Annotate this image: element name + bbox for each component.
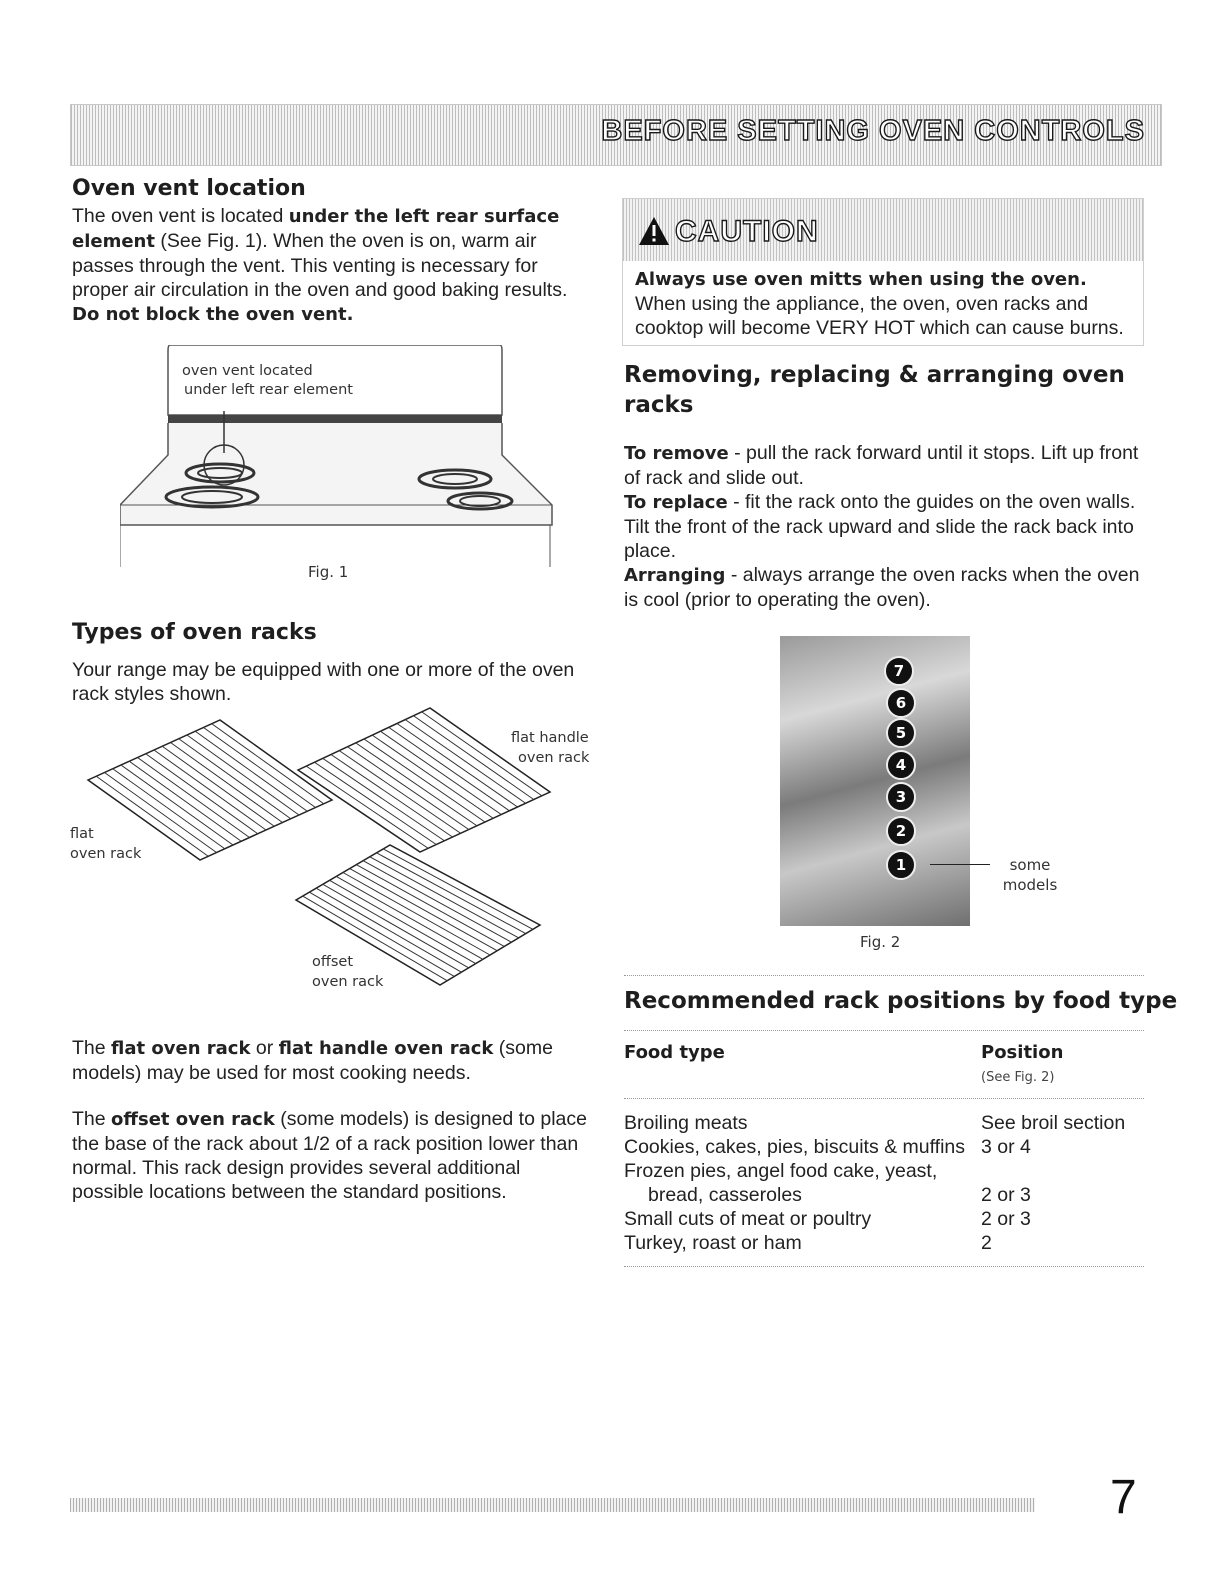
offset-text-bold: offset oven rack — [111, 1109, 275, 1130]
position-cell: See broil section — [981, 1112, 1126, 1134]
table-row — [624, 1232, 802, 1255]
table-row — [648, 1184, 802, 1207]
rack-position-7: 7 — [884, 656, 914, 686]
position-cell: 2 or 3 — [981, 1184, 1031, 1206]
caution-title: CAUTION — [675, 215, 819, 248]
footer-bar — [70, 1498, 1035, 1512]
replace-label: To replace — [624, 492, 728, 513]
removing-heading: Removing, replacing & arranging oven racks — [624, 362, 1125, 418]
vent-text-rest: (See Fig. 1). When the oven is on, warm air passes through the vent. This venting is necessary for proper air circulation in the oven and good baking results. — [72, 230, 568, 301]
flat-text-bold1: flat oven rack — [111, 1038, 251, 1059]
food-cell: bread, casseroles — [648, 1184, 802, 1206]
rack-position-3: 3 — [886, 782, 916, 812]
remove-text: - pull the rack forward until it stops. Lift up front of rack and slide out. — [624, 442, 1139, 489]
types-intro: Your range may be equipped with one or more of the oven rack styles shown. — [72, 659, 575, 705]
offset-text-pre: The — [72, 1108, 112, 1130]
fig2-caption: Fig. 2 — [860, 933, 901, 951]
replace-text: - fit the rack onto the guides on the oven walls. Tilt the front of the rack upward and slide the rack back into place. — [624, 491, 1136, 562]
rack-position-6: 6 — [886, 688, 916, 718]
caution-box — [622, 198, 1144, 346]
arrange-text: - always arrange the oven racks when the oven is cool (prior to operating the oven). — [624, 564, 1140, 611]
label-handle-2: oven rack — [518, 750, 590, 766]
food-cell: Turkey, roast or ham — [624, 1232, 802, 1254]
some-models-label: some models — [1002, 856, 1058, 894]
page-number: 7 — [1110, 1471, 1137, 1524]
rack-position-5: 5 — [886, 718, 916, 748]
table-row — [624, 1136, 965, 1159]
warning-triangle-icon — [637, 215, 671, 247]
flat-text-pre: The — [72, 1037, 112, 1059]
removing-instructions — [624, 441, 1149, 612]
label-flat-1: flat — [70, 826, 94, 842]
rack-position-4: 4 — [886, 750, 916, 780]
offset-text-post: (some models) is designed to place the base of the rack about 1/2 of a rack position lower than normal. This rack design provides several additional possible locations between the standard positions. — [72, 1108, 587, 1203]
table-divider — [624, 1098, 1144, 1099]
flat-text-bold2: flat handle oven rack — [278, 1038, 494, 1059]
food-cell: Small cuts of meat or poultry — [624, 1208, 872, 1230]
position-cell: 2 — [981, 1232, 992, 1254]
flat-text-post: (some models) may be used for most cooking needs. — [72, 1037, 553, 1084]
some-models-leader — [930, 864, 990, 865]
arrange-label: Arranging — [624, 565, 726, 586]
figure-2-rack-positions-photo — [780, 636, 970, 926]
vent-text: The oven vent is located — [72, 205, 289, 227]
vent-warning: Do not block the oven vent. — [72, 304, 354, 325]
vent-text-bold: under the left rear surface element — [72, 206, 560, 252]
label-offset-2: oven rack — [312, 974, 384, 990]
range-drawing — [120, 345, 560, 575]
caution-text-bold: Always use oven mitts when using the oven. — [635, 269, 1087, 290]
food-cell: Broiling meats — [624, 1112, 748, 1134]
types-heading: Types of oven racks — [72, 620, 317, 645]
offset-rack-paragraph — [72, 1107, 597, 1204]
table-divider — [624, 1266, 1144, 1267]
col-food-type: Food type — [624, 1042, 725, 1063]
food-cell: Cookies, cakes, pies, biscuits & muffins — [624, 1136, 966, 1158]
table-row — [624, 1160, 937, 1183]
rack-position-2: 2 — [886, 816, 916, 846]
table-row — [624, 1112, 748, 1135]
fig1-callout-line2: under left rear element — [184, 382, 353, 398]
col-position: Position — [981, 1042, 1064, 1063]
food-cell: Frozen pies, angel food cake, yeast, — [624, 1160, 938, 1182]
position-cell: 2 or 3 — [981, 1208, 1031, 1230]
oven-racks-illustration — [70, 700, 600, 1010]
divider — [624, 975, 1144, 976]
vent-heading: Oven vent location — [72, 176, 306, 201]
caution-text — [635, 267, 1140, 340]
remove-label: To remove — [624, 443, 729, 464]
rack-positions-table — [624, 1040, 1144, 1270]
caution-text-rest: When using the appliance, the oven, oven racks and cooktop will become VERY HOT which can cause burns. — [635, 293, 1124, 339]
flat-rack-paragraph — [72, 1036, 592, 1085]
position-cell: 3 or 4 — [981, 1136, 1031, 1158]
figure-1-range-illustration — [120, 345, 560, 581]
label-handle-1: flat handle — [511, 730, 589, 746]
label-flat-2: oven rack — [70, 846, 142, 862]
table-row — [624, 1208, 871, 1231]
section-banner — [70, 104, 1162, 166]
recommended-heading: Recommended rack positions by food type — [624, 988, 1178, 1014]
fig1-caption: Fig. 1 — [308, 563, 349, 581]
divider — [624, 1030, 1144, 1031]
rack-position-1: 1 — [886, 850, 916, 880]
col-position-note: (See Fig. 2) — [981, 1070, 1055, 1085]
fig1-callout-line1: oven vent located — [182, 363, 313, 379]
flat-text-mid: or — [250, 1037, 279, 1059]
vent-paragraph — [72, 204, 592, 327]
section-title: BEFORE SETTING OVEN CONTROLS — [601, 115, 1145, 147]
label-offset-1: offset — [312, 954, 354, 970]
